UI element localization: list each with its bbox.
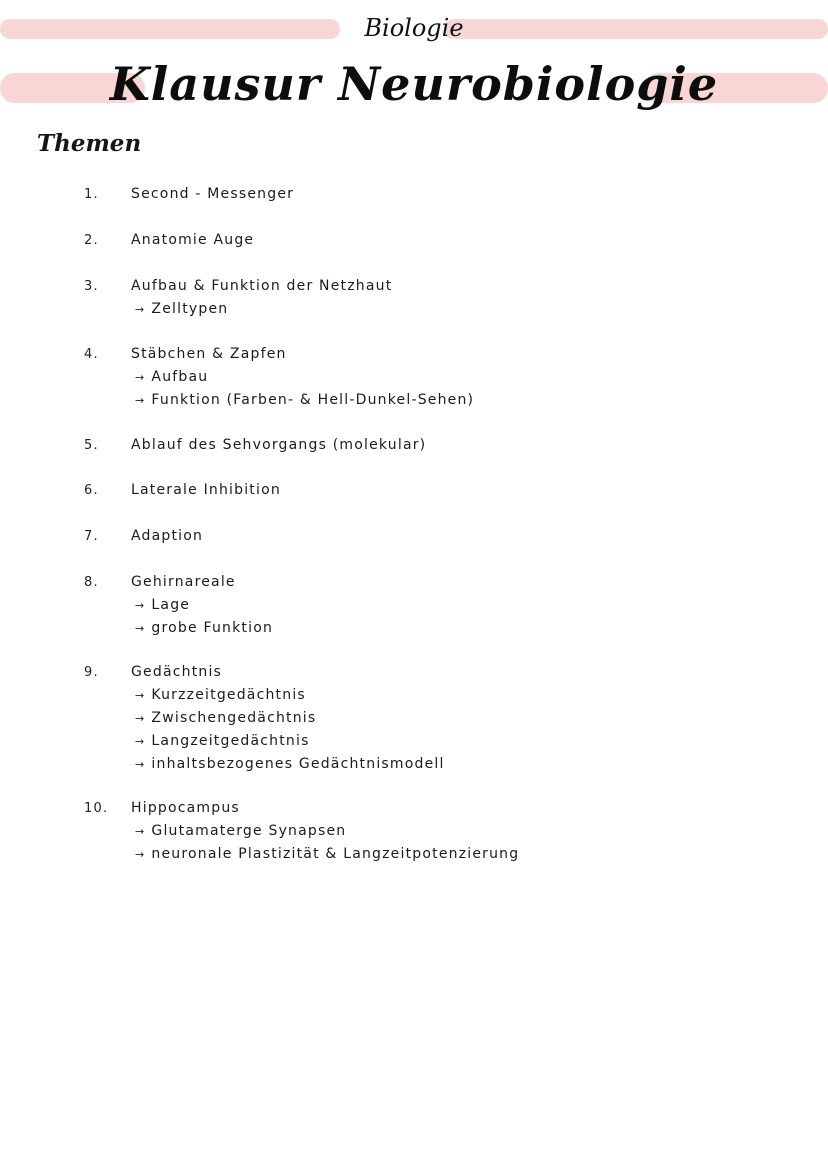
arrow-right-icon: → [135,689,146,702]
subtopic-list [135,366,474,412]
subtopic-item [135,730,445,753]
subtopic-item [135,820,519,843]
topic-title: Second - Messenger [131,186,295,202]
subtopic-item [135,843,519,866]
topic-number: 9. [84,665,99,680]
subject-label: Biologie [364,14,464,42]
topic-title: Hippocampus [131,800,240,816]
arrow-right-icon: → [135,303,146,316]
subtopic-label: Kurzzeitgedächtnis [151,687,306,703]
topic-number: 5. [84,438,99,453]
subtopic-item [135,389,474,412]
topic-number: 6. [84,483,99,498]
arrow-right-icon: → [135,371,146,384]
topic-number: 2. [84,233,99,248]
topic-number: 1. [84,187,99,202]
subtopic-item [135,366,474,389]
arrow-right-icon: → [135,758,146,771]
subtopic-label: Lage [151,597,191,613]
subtopic-label: grobe Funktion [151,620,274,636]
topic-title: Aufbau & Funktion der Netzhaut [131,278,393,294]
subtopic-label: Aufbau [151,369,209,385]
topic-number: 3. [84,279,99,294]
arrow-right-icon: → [135,599,146,612]
topic-title: Stäbchen & Zapfen [131,346,287,362]
arrow-right-icon: → [135,712,146,725]
topic-title: Gedächtnis [131,664,223,680]
subtopic-list [135,684,445,776]
subtopic-label: Zwischengedächtnis [151,710,317,726]
topic-number: 10. [84,801,109,816]
subtopic-label: neuronale Plastizität & Langzeitpotenzierung [151,846,520,862]
subtopic-item [135,753,445,776]
topic-title: Anatomie Auge [131,232,255,248]
subtopic-label: Glutamaterge Synapsen [151,823,347,839]
topic-title: Gehirnareale [131,574,236,590]
arrow-right-icon: → [135,825,146,838]
subtopic-label: Langzeitgedächtnis [151,733,310,749]
topic-number: 4. [84,347,99,362]
section-heading: Themen [37,130,142,157]
subtopic-item [135,684,445,707]
subtopic-item [135,617,273,640]
topic-title: Adaption [131,528,204,544]
subtopic-label: Zelltypen [151,301,229,317]
subtopic-item [135,707,445,730]
subtopic-label: inhaltsbezogenes Gedächtnismodell [151,756,445,772]
subtopic-list [135,594,273,640]
topic-number: 7. [84,529,99,544]
subtopic-item [135,298,228,321]
topic-number: 8. [84,575,99,590]
arrow-right-icon: → [135,622,146,635]
topic-title: Laterale Inhibition [131,482,281,498]
subtopic-list [135,298,228,321]
subtopic-item [135,594,273,617]
page-title: Klausur Neurobiologie [109,57,719,111]
arrow-right-icon: → [135,848,146,861]
arrow-right-icon: → [135,735,146,748]
subtopic-list [135,820,519,866]
topic-title: Ablauf des Sehvorgangs (molekular) [131,437,427,453]
subtopic-label: Funktion (Farben- & Hell-Dunkel-Sehen) [151,392,475,408]
arrow-right-icon: → [135,394,146,407]
